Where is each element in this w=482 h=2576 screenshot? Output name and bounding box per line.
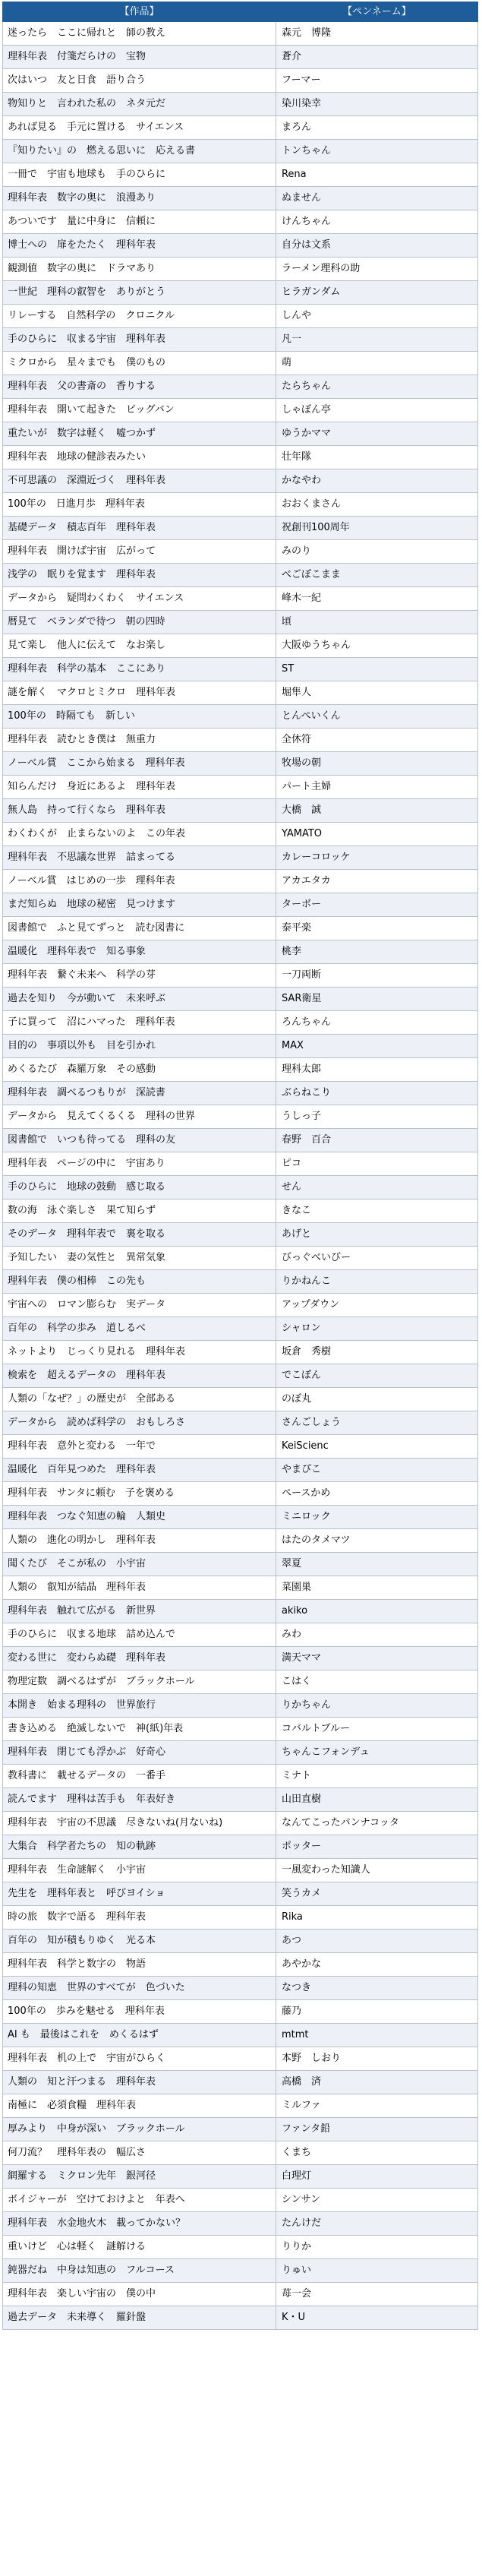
penname-cell: SAR衛星 xyxy=(276,988,477,1011)
work-cell: ノーベル賞 はじめの一歩 理科年表 xyxy=(3,870,276,893)
penname-cell: 峰木一紀 xyxy=(276,587,477,611)
work-cell: 手のひらに 収まる宇宙 理科年表 xyxy=(3,328,276,352)
penname-cell: 蒼介 xyxy=(276,46,477,69)
work-cell: 謎を解く マクロとミクロ 理科年表 xyxy=(3,681,276,705)
work-cell: AI も 最後はこれを めくるはず xyxy=(3,2024,276,2047)
work-cell: 物理定数 調べるはずが ブラックホール xyxy=(3,1670,276,1694)
table-row xyxy=(3,2259,478,2283)
penname-cell: ラーメン理科の助 xyxy=(276,258,477,281)
table-row xyxy=(3,729,478,752)
penname-cell: アカエタカ xyxy=(276,870,477,893)
penname-cell: シンサン xyxy=(276,2189,477,2212)
work-cell: 理科年表 読むとき僕は 無重力 xyxy=(3,729,276,752)
work-cell: 人類の 進化の明かし 理科年表 xyxy=(3,1529,276,1553)
table-row xyxy=(3,1247,478,1270)
work-cell: そのデータ 理科年表で 裏を取る xyxy=(3,1223,276,1247)
work-cell: 博士への 扉をたたく 理科年表 xyxy=(3,234,276,258)
penname-cell: 理科太郎 xyxy=(276,1058,477,1082)
table-row xyxy=(3,611,478,634)
table-row xyxy=(3,1765,478,1788)
penname-cell: はたのタメマツ xyxy=(276,1529,477,1553)
table-row xyxy=(3,422,478,446)
table-row xyxy=(3,328,478,352)
penname-cell: なんてこったパンナコッタ xyxy=(276,1812,477,1835)
table-row xyxy=(3,2236,478,2259)
work-cell: 網羅する ミクロン先年 銀河径 xyxy=(3,2165,276,2189)
table-row xyxy=(3,1223,478,1247)
penname-cell: びっぐべいびー xyxy=(276,1247,477,1270)
table-row xyxy=(3,2094,478,2118)
table-row xyxy=(3,234,478,258)
table-row xyxy=(3,1576,478,1600)
table-row xyxy=(3,799,478,823)
work-cell: 図書館で ふと見てずっと 読む図書に xyxy=(3,917,276,940)
penname-cell: ポッター xyxy=(276,1835,477,1859)
work-cell: 宇宙への ロマン膨らむ 実データ xyxy=(3,1294,276,1317)
penname-cell: 翠夏 xyxy=(276,1553,477,1576)
table-row xyxy=(3,1529,478,1553)
work-cell: 鈍器だね 中身は知恵の フルコース xyxy=(3,2259,276,2283)
penname-cell: 笑うカメ xyxy=(276,1882,477,1906)
table-row xyxy=(3,1317,478,1341)
work-cell: 理科年表 付箋だらけの 宝物 xyxy=(3,46,276,69)
penname-cell: たらちゃん xyxy=(276,375,477,399)
penname-cell: しゃぼん亭 xyxy=(276,399,477,422)
work-cell: ノーベル賞 ここから始まる 理科年表 xyxy=(3,752,276,776)
table-row xyxy=(3,69,478,93)
work-cell: 検索を 超えるデータの 理科年表 xyxy=(3,1364,276,1388)
work-cell: 理科年表 数字の奥に 浪漫あり xyxy=(3,187,276,210)
work-cell: 100年の 日進月歩 理科年表 xyxy=(3,493,276,517)
work-cell: まだ知らぬ 地球の秘密 見つけます xyxy=(3,893,276,917)
table-row xyxy=(3,116,478,140)
penname-cell: 菜園巣 xyxy=(276,1576,477,1600)
work-cell: 手のひらに 収まる地球 詰め込んで xyxy=(3,1623,276,1647)
table-row xyxy=(3,1882,478,1906)
penname-cell: おおくまさん xyxy=(276,493,477,517)
penname-cell: ぶらねこり xyxy=(276,1082,477,1105)
work-cell: 理科年表 繋ぐ未来へ 科学の芽 xyxy=(3,964,276,988)
table-row xyxy=(3,940,478,964)
table-row xyxy=(3,1035,478,1058)
work-cell: 理科年表 ページの中に 宇宙あり xyxy=(3,1152,276,1176)
work-cell: 基礎データ 積志百年 理科年表 xyxy=(3,517,276,540)
penname-cell: Rika xyxy=(276,1906,477,1930)
penname-cell: 萌 xyxy=(276,352,477,375)
penname-cell: 大阪ゆうちゃん xyxy=(276,634,477,658)
penname-cell: 白理灯 xyxy=(276,2165,477,2189)
table-row xyxy=(3,517,478,540)
work-cell: 百年の 知が積もりゆく 光る本 xyxy=(3,1930,276,1953)
penname-cell: K・U xyxy=(276,2306,477,2330)
penname-cell: ろんちゃん xyxy=(276,1011,477,1035)
table-row xyxy=(3,1623,478,1647)
work-cell: 理科年表 科学と数字の 物語 xyxy=(3,1953,276,1977)
table-row xyxy=(3,1129,478,1152)
table-row xyxy=(3,1011,478,1035)
table-row xyxy=(3,399,478,422)
table-row xyxy=(3,634,478,658)
table-row xyxy=(3,1341,478,1364)
penname-cell: 春野 百合 xyxy=(276,1129,477,1152)
penname-cell: ピコ xyxy=(276,1152,477,1176)
table-row xyxy=(3,658,478,681)
work-cell: 手のひらに 地球の鼓動 感じ取る xyxy=(3,1176,276,1199)
work-cell: 温暖化 理科年表で 知る事象 xyxy=(3,940,276,964)
table-row xyxy=(3,1670,478,1694)
penname-cell: 一風変わった知識人 xyxy=(276,1859,477,1882)
penname-cell: ヒラガンダム xyxy=(276,281,477,305)
table-row xyxy=(3,964,478,988)
penname-cell: りかねんこ xyxy=(276,1270,477,1294)
work-cell: 厚みより 中身が深い ブラックホール xyxy=(3,2118,276,2141)
penname-cell: うしっ子 xyxy=(276,1105,477,1129)
penname-cell: たんけだ xyxy=(276,2212,477,2236)
work-cell: 時の旅 数字で語る 理科年表 xyxy=(3,1906,276,1930)
table-row xyxy=(3,46,478,69)
work-cell: 理科年表 宇宙の不思議 尽きないね(月ないね) xyxy=(3,1812,276,1835)
penname-cell: 森元 博隆 xyxy=(276,22,477,46)
table-row xyxy=(3,1058,478,1082)
penname-cell: せん xyxy=(276,1176,477,1199)
table-row xyxy=(3,305,478,328)
penname-cell: YAMATO xyxy=(276,823,477,846)
penname-cell: 坂倉 秀樹 xyxy=(276,1341,477,1364)
penname-cell: のぼ丸 xyxy=(276,1388,477,1411)
work-cell: 理科年表 楽しい宇宙の 僕の中 xyxy=(3,2283,276,2306)
work-cell: 不可思議の 深淵近づく 理科年表 xyxy=(3,469,276,493)
table-row xyxy=(3,493,478,517)
work-cell: 理科年表 不思議な世界 詰まってる xyxy=(3,846,276,870)
table-row xyxy=(3,1694,478,1718)
work-cell: 迷ったら ここに帰れと 師の教え xyxy=(3,22,276,46)
work-cell: 理科年表 開けば宇宙 広がって xyxy=(3,540,276,564)
penname-cell: パート主婦 xyxy=(276,776,477,799)
work-cell: 図書館で いつも待ってる 理科の友 xyxy=(3,1129,276,1152)
work-cell: 百年の 科学の歩み 道しるべ xyxy=(3,1317,276,1341)
work-cell: わくわくが 止まらないのよ この年表 xyxy=(3,823,276,846)
penname-cell: さんごしょう xyxy=(276,1411,477,1435)
work-cell: 人類の 知と汗つまる 理科年表 xyxy=(3,2071,276,2094)
table-row xyxy=(3,1199,478,1223)
penname-cell: 高橋 済 xyxy=(276,2071,477,2094)
work-cell: 物知りと 言われた私の ネタ元だ xyxy=(3,93,276,116)
work-cell: 聞くたび そこが私の 小宇宙 xyxy=(3,1553,276,1576)
penname-cell: akiko xyxy=(276,1600,477,1623)
table-row xyxy=(3,22,478,46)
penname-cell: でこぼん xyxy=(276,1364,477,1388)
penname-cell: ミナト xyxy=(276,1765,477,1788)
penname-cell: 自分は文系 xyxy=(276,234,477,258)
table-row xyxy=(3,1906,478,1930)
penname-cell: ぬません xyxy=(276,187,477,210)
penname-cell: 全休符 xyxy=(276,729,477,752)
work-cell: 予知したい 妻の気性と 異常気象 xyxy=(3,1247,276,1270)
work-cell: 理科年表 僕の相棒 この先も xyxy=(3,1270,276,1294)
penname-cell: ミルファ xyxy=(276,2094,477,2118)
table-row xyxy=(3,988,478,1011)
table-row xyxy=(3,564,478,587)
table-row xyxy=(3,352,478,375)
table-row xyxy=(3,210,478,234)
work-cell: 変わる世に 変わらぬ礎 理科年表 xyxy=(3,1647,276,1670)
table-row xyxy=(3,1859,478,1882)
table-row xyxy=(3,1553,478,1576)
work-cell: データから 読めば科学の おもしろさ xyxy=(3,1411,276,1435)
work-cell: ボイジャーが 空けておけよと 年表へ xyxy=(3,2189,276,2212)
table-row xyxy=(3,587,478,611)
penname-cell: あげと xyxy=(276,1223,477,1247)
penname-cell: アップダウン xyxy=(276,1294,477,1317)
penname-cell: 桃李 xyxy=(276,940,477,964)
work-cell: 無人島 持って行くなら 理科年表 xyxy=(3,799,276,823)
table-row xyxy=(3,1647,478,1670)
penname-cell: りりか xyxy=(276,2236,477,2259)
work-cell: ネットより じっくり見れる 理科年表 xyxy=(3,1341,276,1364)
work-cell: 観測値 数字の奥に ドラマあり xyxy=(3,258,276,281)
penname-cell: こはく xyxy=(276,1670,477,1694)
table-row xyxy=(3,1506,478,1529)
penname-cell: KeiScienc xyxy=(276,1435,477,1459)
penname-cell: きなこ xyxy=(276,1199,477,1223)
work-cell: 理科年表 開いて起きた ビッグバン xyxy=(3,399,276,422)
table-row xyxy=(3,1435,478,1459)
entries-body xyxy=(3,22,478,2330)
work-cell: 暦見て ベランダで待つ 朝の四時 xyxy=(3,611,276,634)
work-cell: 目的の 事項以外も 目を引かれ xyxy=(3,1035,276,1058)
entries-table xyxy=(2,2,478,2330)
work-cell: 見て楽し 他人に伝えて なお楽し xyxy=(3,634,276,658)
work-cell: 理科年表 地球の健診表みたい xyxy=(3,446,276,469)
work-cell: 知らんだけ 身近にあるよ 理科年表 xyxy=(3,776,276,799)
work-cell: 重いけど 心は軽く 謎解ける xyxy=(3,2236,276,2259)
table-row xyxy=(3,2212,478,2236)
penname-cell: mtmt xyxy=(276,2024,477,2047)
penname-cell: トンちゃん xyxy=(276,140,477,163)
work-cell: 『知りたい』の 燃える思いに 応える書 xyxy=(3,140,276,163)
work-cell: 温暖化 百年見つめた 理科年表 xyxy=(3,1459,276,1482)
table-row xyxy=(3,1388,478,1411)
penname-cell: やまぴこ xyxy=(276,1459,477,1482)
table-row xyxy=(3,1152,478,1176)
penname-cell: シャロン xyxy=(276,1317,477,1341)
penname-cell: しんや xyxy=(276,305,477,328)
header-work: 【作品】 xyxy=(3,2,276,22)
penname-cell: みわ xyxy=(276,1623,477,1647)
work-cell: 何刀流？ 理科年表の 幅広さ xyxy=(3,2141,276,2165)
table-row xyxy=(3,2283,478,2306)
penname-cell: べごぼこまま xyxy=(276,564,477,587)
table-row xyxy=(3,846,478,870)
work-cell: 100年の 歩みを魅せる 理科年表 xyxy=(3,2000,276,2024)
penname-cell: 泰平楽 xyxy=(276,917,477,940)
table-row xyxy=(3,540,478,564)
table-row xyxy=(3,1977,478,2000)
work-cell: 浅学の 眠りを覚ます 理科年表 xyxy=(3,564,276,587)
work-cell: 読んでます 理科は苦手も 年表好き xyxy=(3,1788,276,1812)
work-cell: 一冊で 宇宙も地球も 手のひらに xyxy=(3,163,276,187)
table-row xyxy=(3,1600,478,1623)
table-row xyxy=(3,1930,478,1953)
work-cell: 次はいつ 友と日食 語り合う xyxy=(3,69,276,93)
work-cell: 書き込める 絶滅しないで 神(紙)年表 xyxy=(3,1718,276,1741)
work-cell: 南極に 必須食糧 理科年表 xyxy=(3,2094,276,2118)
penname-cell: 染川染幸 xyxy=(276,93,477,116)
table-row xyxy=(3,1411,478,1435)
table-row xyxy=(3,469,478,493)
work-cell: 理科年表 調べるつもりが 深読書 xyxy=(3,1082,276,1105)
table-row xyxy=(3,2165,478,2189)
header-row xyxy=(3,2,478,22)
table-row xyxy=(3,776,478,799)
table-row xyxy=(3,823,478,846)
table-row xyxy=(3,163,478,187)
work-cell: ミクロから 星々までも 僕のもの xyxy=(3,352,276,375)
penname-cell: 満天ママ xyxy=(276,1647,477,1670)
work-cell: 過去データ 未来導く 羅針盤 xyxy=(3,2306,276,2330)
table-row xyxy=(3,681,478,705)
penname-cell: りゅい xyxy=(276,2259,477,2283)
table-row xyxy=(3,93,478,116)
table-row xyxy=(3,2306,478,2330)
penname-cell: ちゃんこフォンデュ xyxy=(276,1741,477,1765)
work-cell: あついです 量に中身に 信頼に xyxy=(3,210,276,234)
work-cell: 人類の 叡知が結晶 理科年表 xyxy=(3,1576,276,1600)
penname-cell: 壮年隊 xyxy=(276,446,477,469)
penname-cell: 苺一会 xyxy=(276,2283,477,2306)
work-cell: 数の海 泳ぐ楽しさ 果て知らず xyxy=(3,1199,276,1223)
table-row xyxy=(3,1788,478,1812)
penname-cell: あやかな xyxy=(276,1953,477,1977)
work-cell: 理科年表 科学の基本 ここにあり xyxy=(3,658,276,681)
work-cell: 先生を 理科年表と 呼びヨイショ xyxy=(3,1882,276,1906)
penname-cell: MAX xyxy=(276,1035,477,1058)
table-row xyxy=(3,281,478,305)
table-row xyxy=(3,2071,478,2094)
penname-cell: みのり xyxy=(276,540,477,564)
work-cell: 理科年表 意外と変わる 一年で xyxy=(3,1435,276,1459)
table-row xyxy=(3,1364,478,1388)
work-cell: 本開き 始まる理科の 世界旅行 xyxy=(3,1694,276,1718)
penname-cell: フーマー xyxy=(276,69,477,93)
table-row xyxy=(3,1812,478,1835)
table-row xyxy=(3,2047,478,2071)
work-cell: 教科書に 載せるデータの 一番手 xyxy=(3,1765,276,1788)
work-cell: 子に買って 沼にハマった 理科年表 xyxy=(3,1011,276,1035)
table-row xyxy=(3,140,478,163)
penname-cell: コバルトブルー xyxy=(276,1718,477,1741)
work-cell: 人類の「なぜ？」の歴史が 全部ある xyxy=(3,1388,276,1411)
penname-cell: 頃 xyxy=(276,611,477,634)
penname-cell: ミニロック xyxy=(276,1506,477,1529)
penname-cell: あつ xyxy=(276,1930,477,1953)
table-row xyxy=(3,1718,478,1741)
table-row xyxy=(3,2000,478,2024)
penname-cell: まろん xyxy=(276,116,477,140)
penname-cell: カレーコロッケ xyxy=(276,846,477,870)
work-cell: 理科年表 水金地火木 載ってかない？ xyxy=(3,2212,276,2236)
table-row xyxy=(3,1482,478,1506)
penname-cell: ST xyxy=(276,658,477,681)
penname-cell: ターボー xyxy=(276,893,477,917)
penname-cell: ペースかめ xyxy=(276,1482,477,1506)
penname-cell: 牧場の朝 xyxy=(276,752,477,776)
table-row xyxy=(3,446,478,469)
table-row xyxy=(3,1459,478,1482)
work-cell: 理科年表 机の上で 宇宙がひらく xyxy=(3,2047,276,2071)
work-cell: 重たいが 数字は軽く 嘘つかず xyxy=(3,422,276,446)
penname-cell: なつき xyxy=(276,1977,477,2000)
work-cell: 過去を知り 今が動いて 未来呼ぶ xyxy=(3,988,276,1011)
penname-cell: りかちゃん xyxy=(276,1694,477,1718)
table-row xyxy=(3,1270,478,1294)
penname-cell: 堀隼人 xyxy=(276,681,477,705)
penname-cell: 凡一 xyxy=(276,328,477,352)
table-row xyxy=(3,2118,478,2141)
penname-cell: けんちゃん xyxy=(276,210,477,234)
work-cell: めくるたび 森羅万象 その感動 xyxy=(3,1058,276,1082)
header-penname: 【ペンネーム】 xyxy=(276,2,477,22)
table-row xyxy=(3,1105,478,1129)
penname-cell: Rena xyxy=(276,163,477,187)
work-cell: データから 見えてくるくる 理科の世界 xyxy=(3,1105,276,1129)
table-row xyxy=(3,870,478,893)
work-cell: 理科年表 閉じても浮かぶ 好奇心 xyxy=(3,1741,276,1765)
work-cell: 理科年表 生命謎解く 小宇宙 xyxy=(3,1859,276,1882)
work-cell: 理科の知恵 世界のすべてが 色づいた xyxy=(3,1977,276,2000)
penname-cell: 本野 しおり xyxy=(276,2047,477,2071)
work-cell: 理科年表 つなぐ知恵の輪 人類史 xyxy=(3,1506,276,1529)
penname-cell: ファンタ鉛 xyxy=(276,2118,477,2141)
work-cell: 理科年表 触れて広がる 新世界 xyxy=(3,1600,276,1623)
table-row xyxy=(3,1082,478,1105)
work-cell: 100年の 時隔ても 新しい xyxy=(3,705,276,729)
work-cell: 大集合 科学者たちの 知の軌跡 xyxy=(3,1835,276,1859)
work-cell: 理科年表 サンタに頼む 子を褒める xyxy=(3,1482,276,1506)
table-row xyxy=(3,917,478,940)
table-row xyxy=(3,705,478,729)
table-row xyxy=(3,258,478,281)
penname-cell: 山田直樹 xyxy=(276,1788,477,1812)
penname-cell: 大橋 誠 xyxy=(276,799,477,823)
table-row xyxy=(3,1294,478,1317)
penname-cell: ゆうかママ xyxy=(276,422,477,446)
table-row xyxy=(3,1741,478,1765)
penname-cell: とんぺいくん xyxy=(276,705,477,729)
table-row xyxy=(3,893,478,917)
table-row xyxy=(3,1176,478,1199)
table-row xyxy=(3,2189,478,2212)
work-cell: あれば見る 手元に置ける サイエンス xyxy=(3,116,276,140)
penname-cell: 藤乃 xyxy=(276,2000,477,2024)
table-row xyxy=(3,1953,478,1977)
penname-cell: 祝創刊100周年 xyxy=(276,517,477,540)
work-cell: 理科年表 父の書斎の 香りする xyxy=(3,375,276,399)
table-row xyxy=(3,375,478,399)
table-row xyxy=(3,752,478,776)
table-row xyxy=(3,187,478,210)
table-row xyxy=(3,1835,478,1859)
penname-cell: くまち xyxy=(276,2141,477,2165)
penname-cell: 一刀両断 xyxy=(276,964,477,988)
table-row xyxy=(3,2141,478,2165)
work-cell: リレーする 自然科学の クロニクル xyxy=(3,305,276,328)
table-row xyxy=(3,2024,478,2047)
penname-cell: かなやわ xyxy=(276,469,477,493)
work-cell: 一世紀 理科の叡智を ありがとう xyxy=(3,281,276,305)
work-cell: データから 疑問わくわく サイエンス xyxy=(3,587,276,611)
